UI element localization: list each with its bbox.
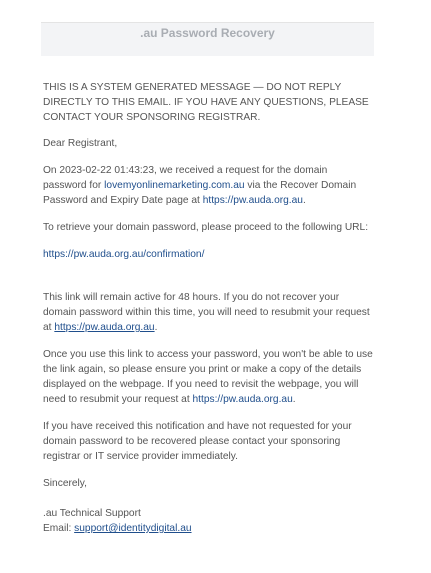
request-mid-text: via the Recover Domain Password and Expiry Date page at [43,180,357,206]
active-paragraph [43,290,373,335]
email-body [43,80,373,536]
email-header [41,22,374,56]
request-intro-text: On 2023-02-22 01:43:23, we received a request for the domain password for [43,165,328,191]
sign-off: Sincerely, [43,478,87,489]
domain-link[interactable]: lovemyonlinemarketing.com.au [104,180,245,191]
revisit-link[interactable]: https://pw.auda.org.au [192,394,293,405]
signature-email-line [43,521,373,536]
signature-name: .au Technical Support [43,508,141,519]
once-end-text: . [292,394,296,405]
email-label: Email: [43,523,75,534]
greeting: Dear Registrant, [43,138,118,149]
request-end-text: . [302,195,306,206]
confirmation-link-line [43,247,373,262]
support-email-link[interactable]: support@identitydigital.au [74,523,192,534]
notification-paragraph: If you have received this notification and have not requested for your domain password to be recovered please contact your sponsoring registrar or IT service provider immediately. [43,421,352,462]
resubmit-link[interactable]: https://pw.auda.org.au [54,322,155,333]
request-paragraph [43,163,373,208]
once-paragraph [43,347,373,407]
recovery-site-link[interactable]: https://pw.auda.org.au [202,195,303,206]
confirmation-link[interactable]: https://pw.auda.org.au/confirmation/ [43,249,205,260]
system-notice: THIS IS A SYSTEM GENERATED MESSAGE — DO NOT REPLY DIRECTLY TO THIS EMAIL. IF YOU HAVE ANY QUESTIONS, PLEASE CONTACT YOUR SPONSORING REGISTRAR. [43,82,369,123]
email-header-title: .au Password Recovery [140,26,275,40]
active-end-text: . [154,322,158,333]
retrieve-instructions: To retrieve your domain password, please proceed to the following URL: [43,222,369,233]
active-text: This link will remain active for 48 hours. If you do not recover your domain password within this time, you will need to resubmit your request at [43,292,370,333]
once-text: Once you use this link to access your password, you won't be able to use the link again, so please ensure you print or make a copy of the details displayed on the webpage. If you need to revisit the webpage, you will need to resubmit your request at [43,349,373,405]
